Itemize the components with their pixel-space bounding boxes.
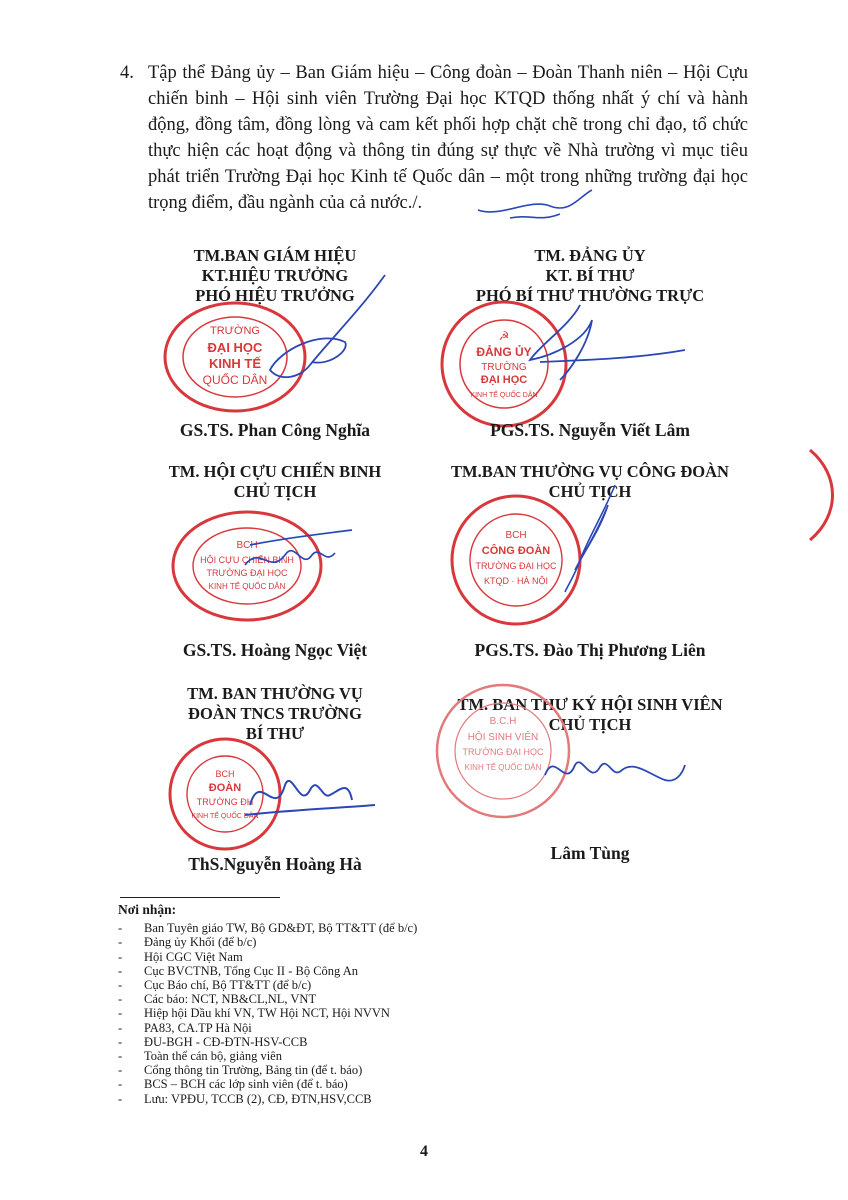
stamp-text: TRƯỜNG ĐH bbox=[196, 797, 254, 807]
stamp-text: ĐOÀN bbox=[208, 782, 242, 794]
signatory-line: PHÓ HIỆU TRƯỞNG bbox=[195, 286, 355, 305]
list-item: - Toàn thể cán bộ, giảng viên bbox=[118, 1049, 282, 1064]
signatory-line: TM.BAN THƯỜNG VỤ CÔNG ĐOÀN bbox=[451, 462, 729, 481]
signatory-name: PGS.TS. Đào Thị Phương Liên bbox=[474, 640, 706, 660]
signatory-line: CHỦ TỊCH bbox=[548, 482, 632, 501]
stamp-text: BCH bbox=[215, 769, 235, 779]
recipients-title: Nơi nhận: bbox=[118, 902, 177, 917]
stamp-text: KINH TẾ QUỐC DÂN bbox=[191, 813, 259, 820]
signatory-name: PGS.TS. Nguyễn Viết Lâm bbox=[490, 420, 690, 440]
initial-signature bbox=[470, 188, 600, 228]
stamp-text: TRƯỜNG ĐẠI HỌC bbox=[206, 568, 288, 578]
stamp-text: KINH TẾ QUỐC DÂN bbox=[470, 392, 538, 399]
signatory-line: CHỦ TỊCH bbox=[548, 715, 632, 734]
edge-seal-fragment bbox=[800, 445, 848, 545]
stamp-text: HỘI CỰU CHIẾN BINH bbox=[200, 555, 294, 565]
recipients-list bbox=[118, 903, 417, 1106]
list-item: - Đảng ủy Khối (để b/c) bbox=[118, 935, 257, 950]
signature bbox=[500, 300, 690, 400]
stamp-text: CÔNG ĐOÀN bbox=[481, 545, 551, 557]
svg-text:☭: ☭ bbox=[498, 329, 510, 343]
list-item: - Hiệp hội Dầu khí VN, TW Hội NCT, Hội NVVN bbox=[118, 1006, 390, 1021]
list-item: - Lưu: VPĐU, TCCB (2), CĐ, ĐTN,HSV,CCB bbox=[118, 1091, 372, 1106]
signatory-line: TM. BAN THƯ KÝ HỘI SINH VIÊN bbox=[457, 695, 723, 714]
list-item: - Cổng thông tin Trường, Bảng tin (để t. báo) bbox=[118, 1063, 363, 1078]
page-number: 4 bbox=[420, 1143, 428, 1160]
stamp-text: QUỐC DÂN bbox=[202, 373, 268, 387]
signatory-line: TM. ĐẢNG ỦY bbox=[534, 246, 646, 265]
signatory-line: TM.BAN GIÁM HIỆU bbox=[193, 246, 357, 265]
stamp-text: TRƯỜNG ĐẠI HỌC bbox=[475, 561, 557, 571]
closing-paragraph bbox=[120, 60, 748, 216]
signatory-line: KT. BÍ THƯ bbox=[545, 266, 635, 285]
list-item: - BCS – BCH các lớp sinh viên (để t. báo) bbox=[118, 1077, 348, 1092]
stamp-text: KINH TẾ QUỐC DÂN bbox=[464, 763, 542, 772]
signatory-line: BÍ THƯ bbox=[245, 724, 305, 743]
signatory-line: TM. HỘI CỰU CHIẾN BINH bbox=[168, 462, 382, 481]
signatory-line: PHÓ BÍ THƯ THƯỜNG TRỰC bbox=[475, 286, 705, 305]
signatory-name: ThS.Nguyễn Hoàng Hà bbox=[188, 854, 362, 874]
signatory-dang-uy-title bbox=[440, 246, 740, 306]
signatory-ccb-title bbox=[140, 462, 410, 502]
stamp-text: KTQD · HÀ NỘI bbox=[483, 576, 549, 586]
signature bbox=[240, 525, 360, 585]
list-item: - PA83, CA.TP Hà Nội bbox=[118, 1020, 252, 1035]
list-item: - ĐU-BGH - CĐ-ĐTN-HSV-CCB bbox=[118, 1034, 308, 1049]
list-item: - Hội CGC Việt Nam bbox=[118, 949, 243, 964]
list-item: - Cục Báo chí, Bộ TT&TT (để b/c) bbox=[118, 978, 312, 993]
signatory-name: Lâm Tùng bbox=[550, 843, 630, 863]
signature bbox=[250, 270, 400, 400]
stamp-text: TRƯỜNG bbox=[210, 325, 260, 337]
list-item: - Cục BVCTNB, Tổng Cục II - Bộ Công An bbox=[118, 963, 359, 978]
signatory-line: ĐOÀN TNCS TRƯỜNG bbox=[188, 704, 362, 723]
paragraph-text: Tập thể Đảng ủy – Ban Giám hiệu – Công đoàn – Đoàn Thanh niên – Hội Cựu chiến binh – Hội sinh viên Trường Đại học KTQD thống nhất ý chí và hành động, đồng tâm, đồng lòng và cam kết phối hợp chặt chẽ trong chỉ đạo, tổ chức thực hiện các hoạt động và thông tin đúng sự thực về Nhà trường vì mục tiêu phát triển Trường Đại học Kinh tế Quốc dân – một trong những trường đại học trọng điểm, đầu ngành của cả nước./. bbox=[148, 63, 748, 213]
stamp-text: ĐẠI HỌC bbox=[207, 340, 263, 355]
stamp-text: ĐẢNG ỦY bbox=[476, 345, 532, 359]
signature bbox=[520, 480, 640, 600]
stamp-text: BCH bbox=[505, 530, 527, 541]
paragraph-number: 4. bbox=[120, 63, 134, 83]
stamp-text: ĐẠI HỌC bbox=[480, 374, 528, 386]
stamp-text: KINH TẾ QUỐC DÂN bbox=[208, 582, 286, 591]
stamp-text: BCH bbox=[236, 540, 258, 551]
signatory-line: KT.HIỆU TRƯỞNG bbox=[201, 266, 349, 285]
stamp-text: HỘI SINH VIÊN bbox=[467, 732, 539, 743]
stamp-text: TRƯỜNG bbox=[481, 362, 527, 373]
signature bbox=[230, 760, 380, 830]
signatory-line: TM. BAN THƯỜNG VỤ bbox=[187, 684, 363, 703]
footnote-divider bbox=[120, 897, 280, 898]
signature bbox=[540, 745, 690, 795]
stamp-text: KINH TẾ bbox=[209, 356, 261, 371]
signatory-line: CHỦ TỊCH bbox=[233, 482, 317, 501]
stamp-text: TRƯỜNG ĐẠI HỌC bbox=[462, 747, 544, 757]
list-item: - Ban Tuyên giáo TW, Bộ GD&ĐT, Bộ TT&TT (để b/c) bbox=[118, 921, 418, 936]
list-item: - Các báo: NCT, NB&CL,NL, VNT bbox=[118, 992, 317, 1007]
signatory-name: GS.TS. Phan Công Nghĩa bbox=[179, 420, 371, 440]
signatory-name: GS.TS. Hoàng Ngọc Việt bbox=[182, 640, 368, 660]
stamp-text: B.C.H bbox=[489, 716, 517, 727]
